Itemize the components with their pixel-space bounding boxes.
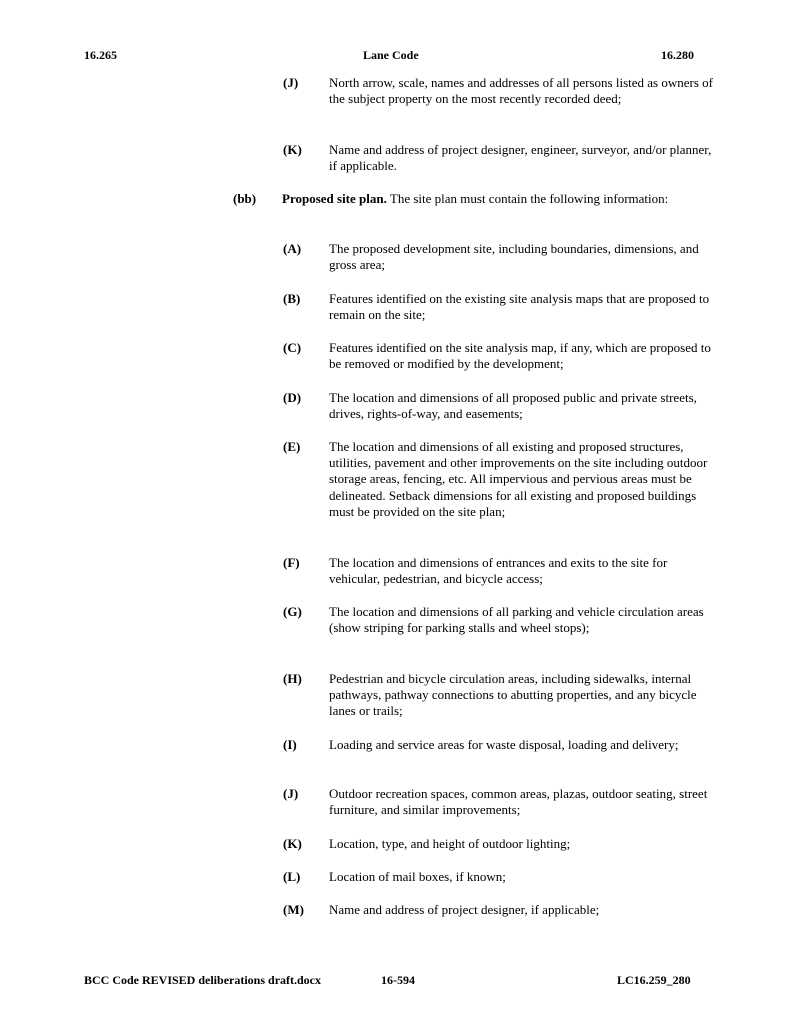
item-text: The location and dimensions of all parking and vehicle circulation areas (show striping for parking stalls and wheel stops); [329,604,704,636]
list-item [283,241,713,273]
list-item [283,390,713,422]
list-item [283,604,713,636]
section-title: Proposed site plan. [282,191,387,206]
item-label: (M) [283,902,304,917]
list-item [283,340,713,372]
footer-reference: LC16.259_280 [617,973,691,987]
item-label: (G) [283,604,302,619]
item-text: Name and address of project designer, if applicable; [329,902,600,917]
item-text: The proposed development site, including boundaries, dimensions, and gross area; [329,241,699,273]
item-label: (J) [283,75,299,90]
list-item [283,869,713,885]
item-text: Features identified on the site analysis map, if any, which are proposed to be removed or modified by the development; [329,340,711,372]
item-text: The location and dimensions of entrances and exits to the site for vehicular, pedestrian, and bicycle access; [329,555,668,587]
item-label: (B) [283,291,301,306]
item-text: Pedestrian and bicycle circulation areas, including sidewalks, internal pathways, pathway connections to abutting properties, and any bicycle lanes or trails; [329,671,697,719]
section-text [282,191,713,207]
item-text: Outdoor recreation spaces, common areas, plazas, outdoor seating, street furniture, and similar improvements; [329,786,708,818]
item-text: The location and dimensions of all proposed public and private streets, drives, rights-of-way, and easements; [329,390,697,422]
list-item [283,291,713,323]
item-text: Loading and service areas for waste disposal, loading and delivery; [329,737,679,752]
list-item [283,671,713,720]
header-section-end: 16.280 [661,48,694,62]
footer-page-number: 16-594 [381,973,415,987]
item-text: Name and address of project designer, engineer, surveyor, and/or planner, if applicable. [329,142,712,174]
list-item [283,836,713,852]
section-body: The site plan must contain the following information: [386,191,669,206]
list-item [283,439,713,520]
list-item [283,902,713,918]
item-label: (K) [283,836,302,851]
footer-filename: BCC Code REVISED deliberations draft.docx [84,973,322,987]
list-item [283,142,713,174]
item-label: (D) [283,390,302,405]
item-label: (H) [283,671,302,686]
header-section-start: 16.265 [84,48,117,62]
item-label: (K) [283,142,302,157]
section-bb [233,191,713,207]
item-label: (C) [283,340,302,355]
list-item [283,786,713,818]
item-label: (F) [283,555,300,570]
list-item [283,737,713,753]
item-label: (A) [283,241,302,256]
list-item [283,555,713,587]
item-text: The location and dimensions of all existing and proposed structures, utilities, pavement and other improvements on the site including outdoor storage areas, fencing, etc. All impervious and pervious areas must be delineated. Setback dimensions for all existing and proposed buildings must be provided on the site plan; [329,439,708,519]
item-label: (J) [283,786,299,801]
list-item [283,75,713,107]
item-label: (I) [283,737,297,752]
item-text: Location, type, and height of outdoor lighting; [329,836,571,851]
item-text: North arrow, scale, names and addresses of all persons listed as owners of the subject property on the most recently recorded deed; [329,75,713,107]
item-text: Features identified on the existing site analysis maps that are proposed to remain on the site; [329,291,710,323]
item-label: (L) [283,869,301,884]
section-label: (bb) [233,191,257,206]
item-label: (E) [283,439,301,454]
header-title: Lane Code [363,48,419,62]
item-text: Location of mail boxes, if known; [329,869,506,884]
